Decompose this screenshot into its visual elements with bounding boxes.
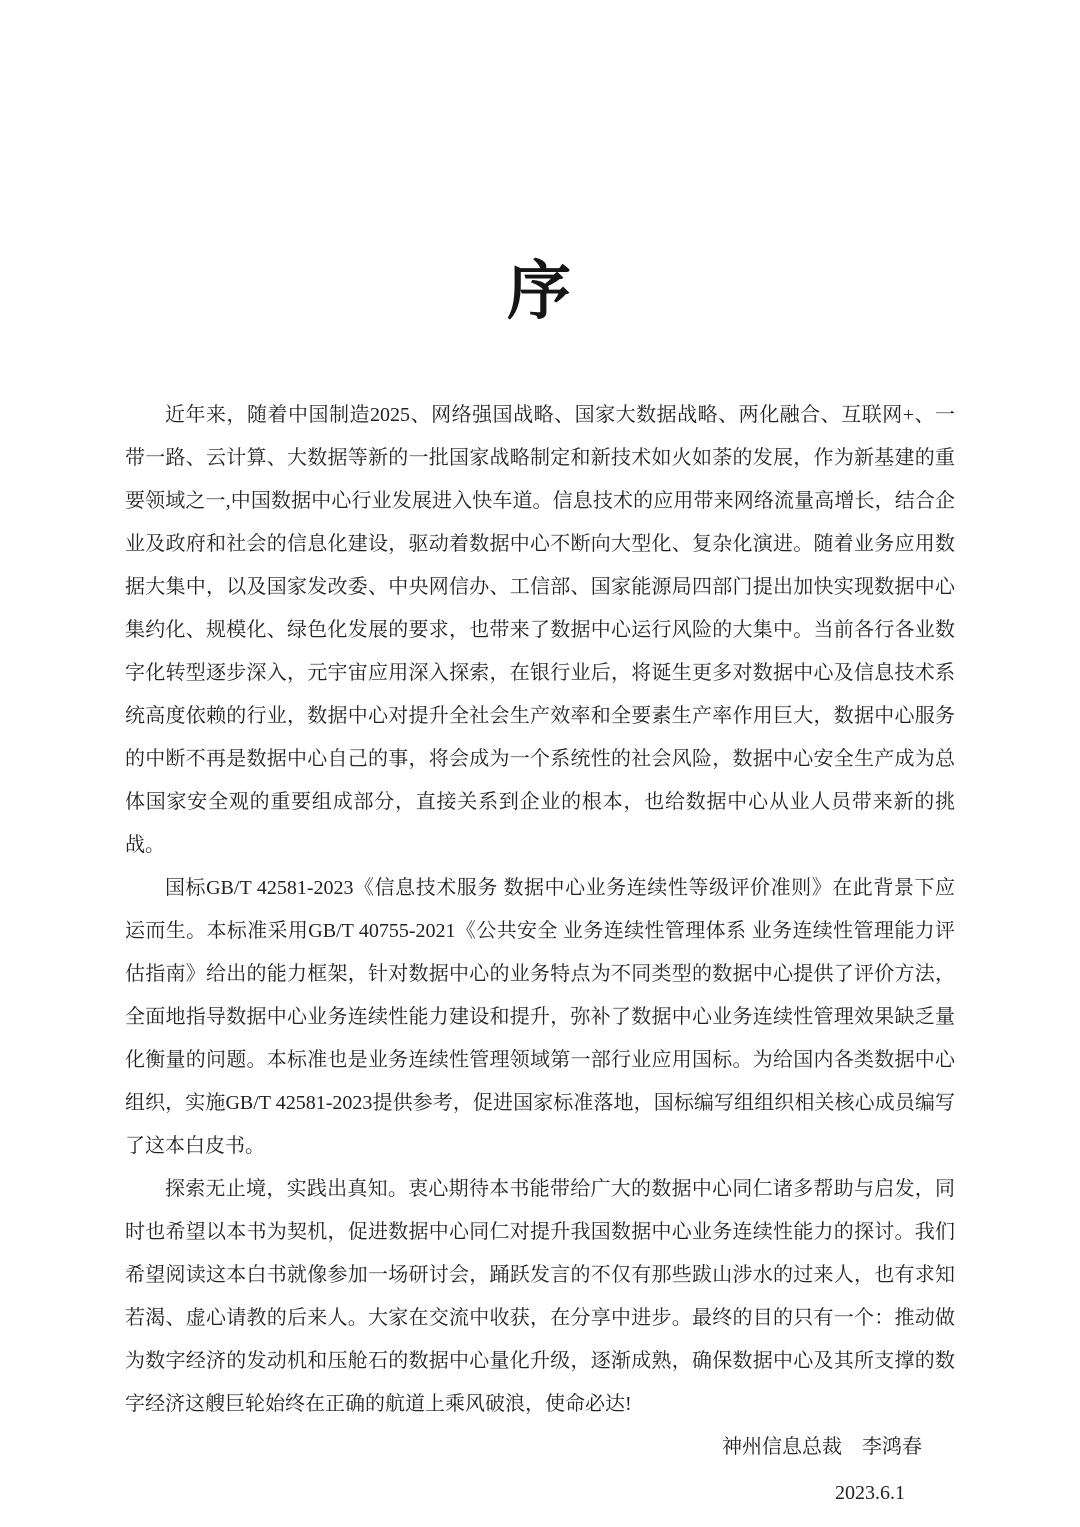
- signature-date: 2023.6.1: [835, 1482, 905, 1504]
- preface-paragraph: 国标GB/T 42581-2023《信息技术服务 数据中心业务连续性等级评价准则》在此背景下应运而生。本标准采用GB/T 40755-2021《公共安全 业务连续性管理体系 业务连续性管理能力评估指南》给出的能力框架，针对数据中心的业务特点为不同类型的数据中心提供了评价方法，全面地指导数据中心业务连续性能力建设和提升，弥补了数据中心业务连续性管理效果缺乏量化衡量的问题。本标准也是业务连续性管理领域第一部行业应用国标。为给国内各类数据中心组织，实施GB/T 42581-2023提供参考，促进国家标准落地，国标编写组组织相关核心成员编写了这本白皮书。: [125, 877, 955, 1157]
- preface-body: [125, 394, 955, 1426]
- signature-author: 神州信息总裁 李鸿春: [722, 1436, 922, 1458]
- preface-paragraph: 近年来，随着中国制造2025、网络强国战略、国家大数据战略、两化融合、互联网+、一带一路、云计算、大数据等新的一批国家战略制定和新技术如火如荼的发展，作为新基建的重要领域之一,中国数据中心行业发展进入快车道。信息技术的应用带来网络流量高增长，结合企业及政府和社会的信息化建设，驱动着数据中心不断向大型化、复杂化演进。随着业务应用数据大集中，以及国家发改委、中央网信办、工信部、国家能源局四部门提出加快实现数据中心集约化、规模化、绿色化发展的要求，也带来了数据中心运行风险的大集中。当前各行各业数字化转型逐步深入，元宇宙应用深入探索，在银行业后，将诞生更多对数据中心及信息技术系统高度依赖的行业，数据中心对提升全社会生产效率和全要素生产率作用巨大，数据中心服务的中断不再是数据中心自己的事，将会成为一个系统性的社会风险，数据中心安全生产成为总体国家安全观的重要组成部分，直接关系到企业的根本，也给数据中心从业人员带来新的挑战。: [125, 404, 955, 856]
- preface-paragraph: 探索无止境，实践出真知。衷心期待本书能带给广大的数据中心同仁诸多帮助与启发，同时也希望以本书为契机，促进数据中心同仁对提升我国数据中心业务连续性能力的探讨。我们希望阅读这本白书就像参加一场研讨会，踊跃发言的不仅有那些跋山涉水的过来人，也有求知若渴、虚心请教的后来人。大家在交流中收获，在分享中进步。最终的目的只有一个：推动做为数字经济的发动机和压舱石的数据中心量化升级，逐渐成熟，确保数据中心及其所支撑的数字经济这艘巨轮始终在正确的航道上乘风破浪，使命必达!: [125, 1178, 955, 1415]
- page-title: 序: [507, 256, 573, 327]
- signature-block: [125, 1426, 955, 1515]
